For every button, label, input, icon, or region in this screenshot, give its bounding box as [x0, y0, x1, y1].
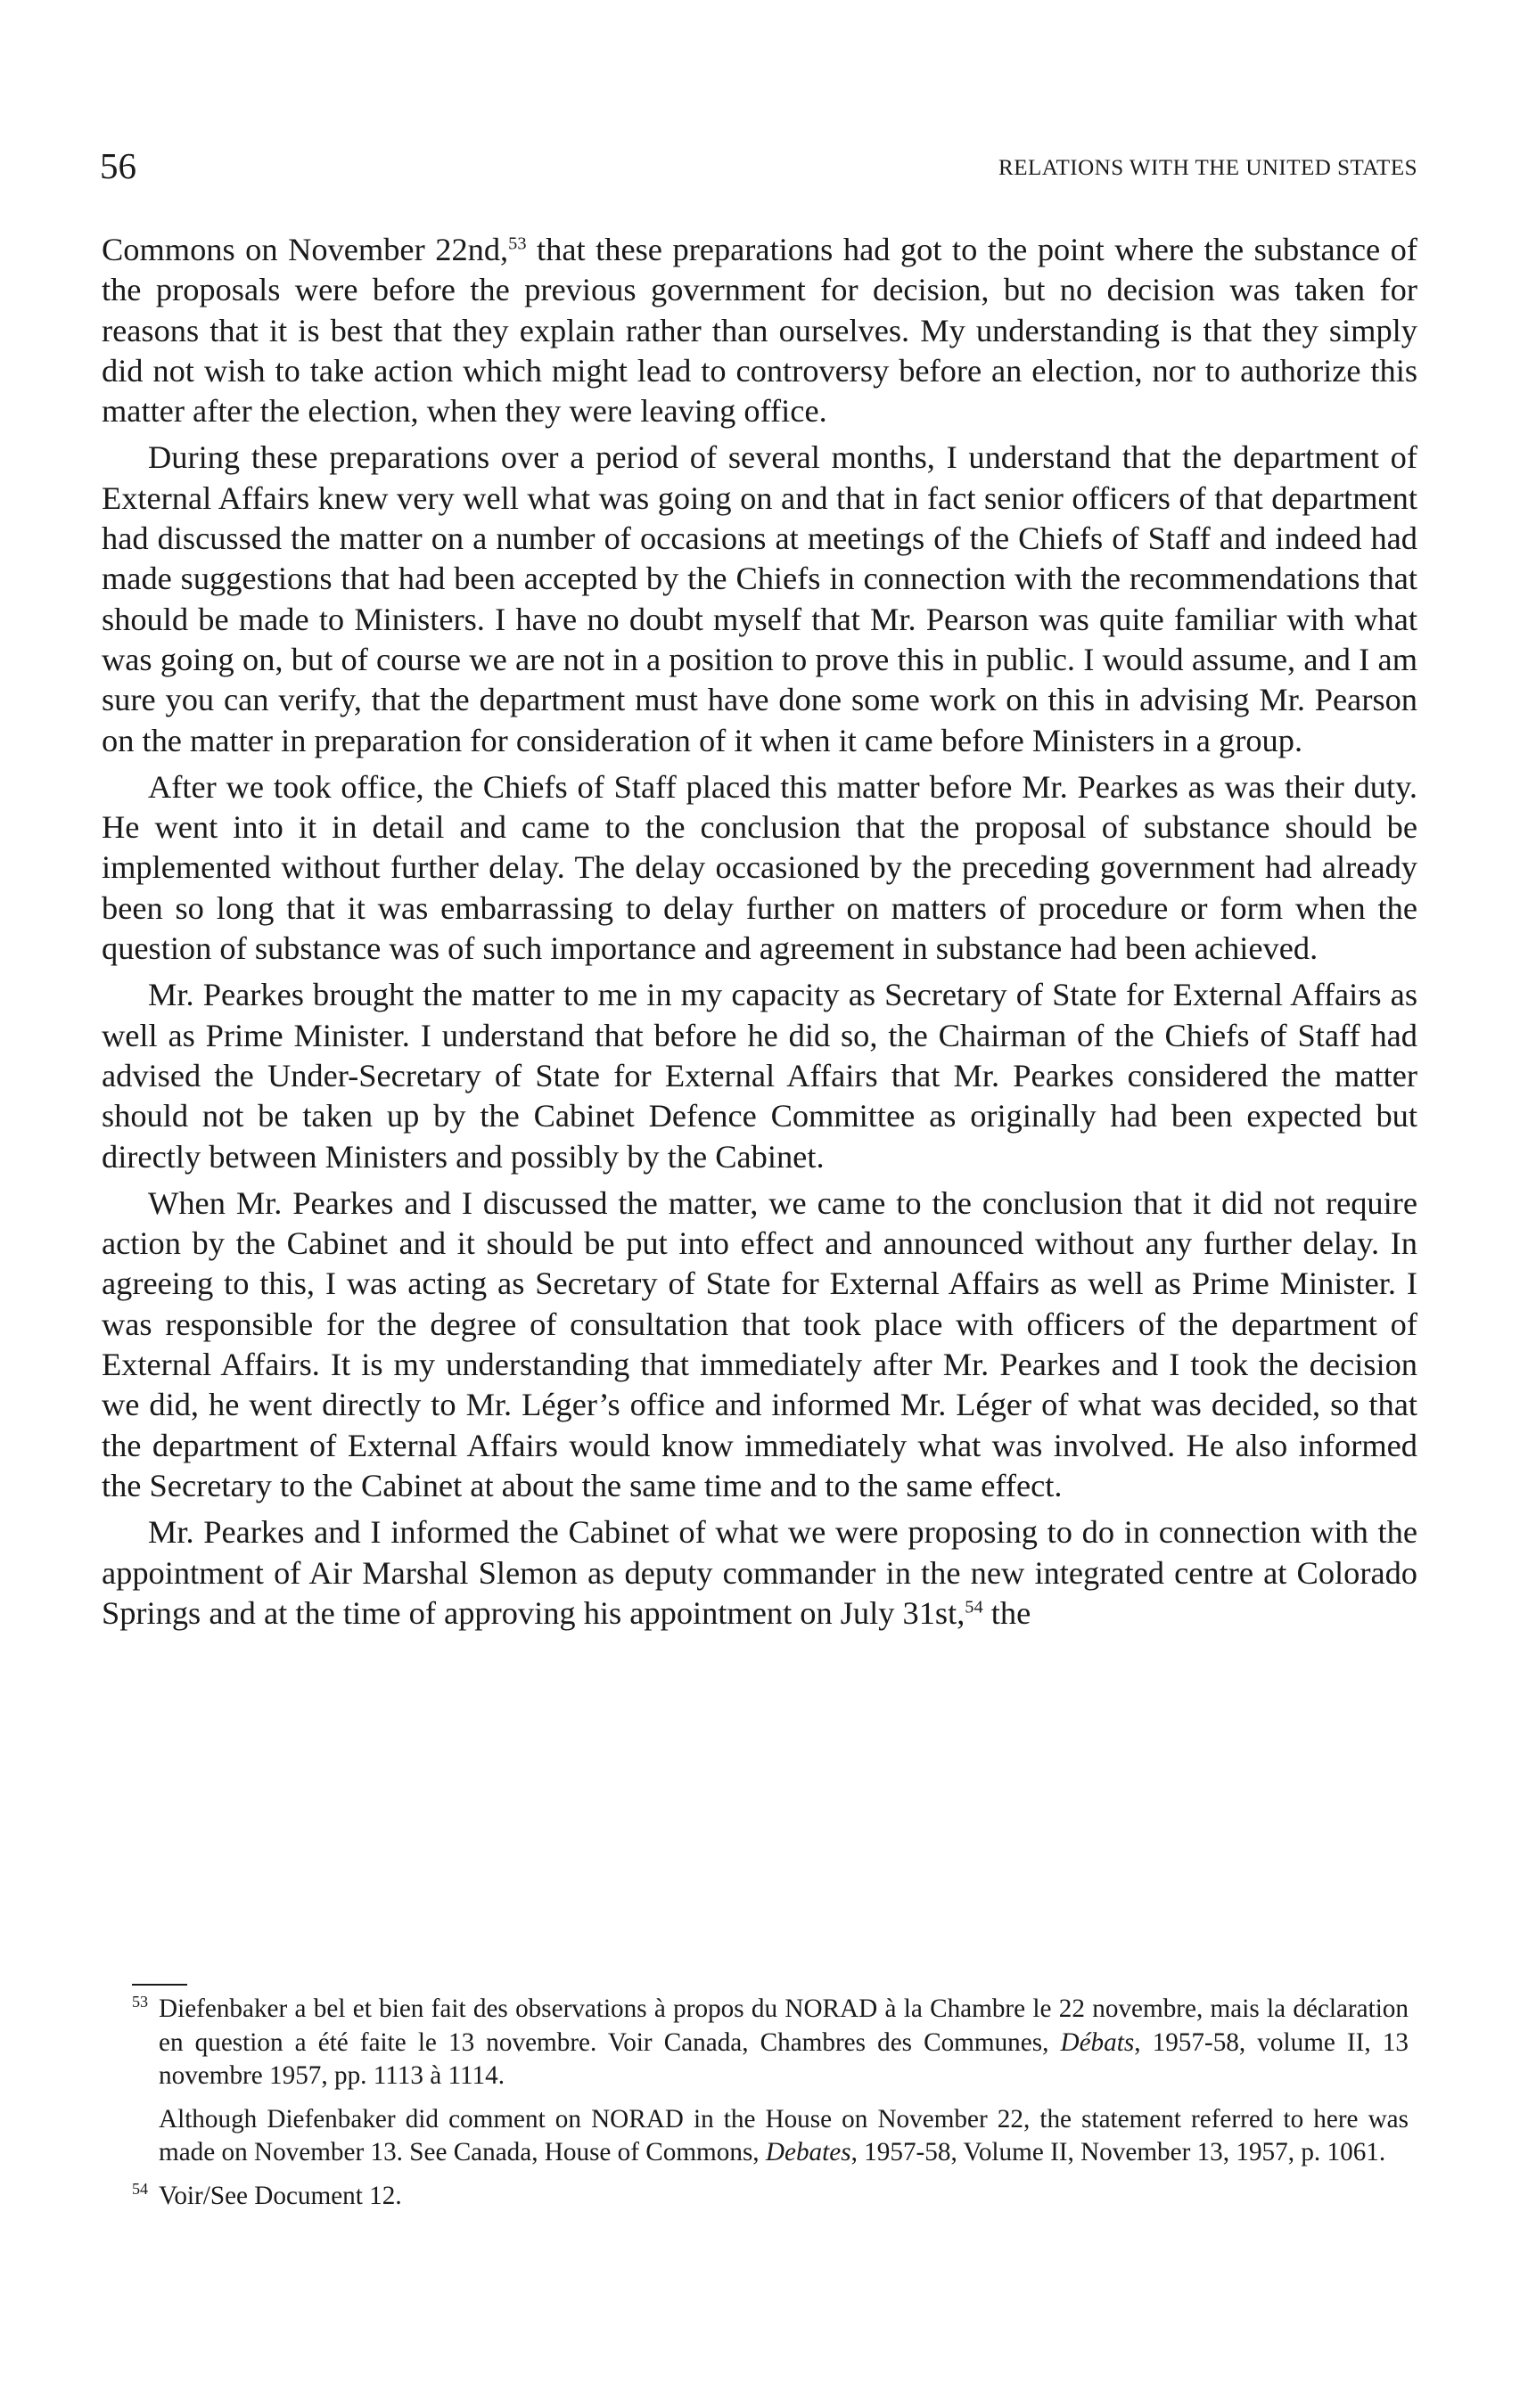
- footnote-ref-53: 53: [508, 233, 527, 254]
- footnote-53-marker: [132, 1993, 159, 2027]
- running-head: RELATIONS WITH THE UNITED STATES: [998, 156, 1417, 180]
- body-text: [102, 230, 1417, 1640]
- paragraph-5: When Mr. Pearkes and I discussed the matter, we came to the conclusion that it did not require action by the Cabinet and it should be put into effect and announced without any further delay. In agreeing to this, I was acting as Secretary of State for External Affairs as well as Prime Minister. I was responsible for the degree of consultation that took place with officers of the department of External Affairs. It is my understanding that immediately after Mr. Pearkes and I took the decision we did, he went directly to Mr. Léger’s office and informed Mr. Léger of what was decided, so that the department of External Affairs would know immediately what was involved. He also informed the Secretary to the Cabinet at about the same time and to the same effect.: [102, 1184, 1417, 1503]
- footnote-ref-54: 54: [965, 1597, 983, 1618]
- footnote-53-english-title: Debates: [765, 2138, 851, 2166]
- footnote-53-english-text-a: Although Diefenbaker did comment on NORAD in the House on November 22, the statement referred to here was made on November 13. See Canada, House of Commons,: [159, 2104, 1409, 2166]
- footnote-53-number: 53: [132, 1992, 149, 2011]
- paragraph-1: [102, 230, 1417, 431]
- paragraph-3: After we took office, the Chiefs of Staff placed this matter before Mr. Pearkes as was their duty. He went into it in detail and came to the conclusion that the proposal of substance should be implemented without further delay. The delay occasioned by the preceding government had already been so long that it was embarrassing to delay further on matters of procedure or form when the question of substance was of such importance and agreement in substance had been achieved.: [102, 768, 1417, 967]
- paragraph-6: [102, 1512, 1417, 1634]
- paragraph-2: During these preparations over a period of several months, I understand that the department of External Affairs knew very well what was going on and that in fact senior officers of that department had discussed the matter on a number of occasions at meetings of the Chiefs of Staff and indeed had made suggestions that had been accepted by the Chiefs in connection with the recommendations that should be made to Ministers. I have no doubt myself that Mr. Pearson was quite familiar with what was going on, but of course we are not in a position to prove this in public. I would assume, and I am sure you can verify, that the department must have done some work on this in advising Mr. Pearson on the matter in preparation for consideration of it when it came before Ministers in a group.: [102, 439, 1417, 758]
- footnote-divider: [132, 1984, 187, 1986]
- footnote-53-french-text-a: Diefenbaker a bel et bien fait des observations à propos du NORAD à la Chambre le 22 novembre, mais la déclaration en question a été faite le 13 novembre. Voir Canada, Chambres des Communes,: [159, 1994, 1409, 2057]
- paragraph-4: Mr. Pearkes brought the matter to me in my capacity as Secretary of State for External Affairs as well as Prime Minister. I understand that before he did so, the Chairman of the Chiefs of Staff had advised the Under-Secretary of State for External Affairs that Mr. Pearkes considered the matter should not be taken up by the Cabinet Defence Committee as originally had been expected but directly between Ministers and possibly by the Cabinet.: [102, 977, 1417, 1175]
- footnote-53-french-title: Débats: [1060, 2027, 1135, 2057]
- paragraph-6-text-b: the: [982, 1594, 1031, 1631]
- paragraph-6-text-a: Mr. Pearkes and I informed the Cabinet of what we were proposing to do in connection with the appointment of Air Marshal Slemon as deputy commander in the new integrated centre at Colorado Springs and at the time of approving his appointment on July 31st,: [102, 1514, 1417, 1631]
- paragraph-1-text-a: Commons on November 22nd,: [102, 232, 509, 267]
- footnote-54-number: 54: [132, 2179, 149, 2198]
- page-number: 56: [100, 145, 136, 186]
- footnote-53-english-text-b: , 1957-58, Volume II, November 13, 1957, p. 1061.: [850, 2138, 1386, 2166]
- footnote-53-french-text-b: , 1957-58, volume II, 13 novembre 1957, pp. 1113 à 1114.: [159, 2027, 1409, 2090]
- footnotes: [132, 1993, 1409, 2223]
- paragraph-1-text-b: that these preparations had got to the point where the substance of the proposals were before the previous government for decision, but no decision was taken for reasons that it is best that they explain rather than ourselves. My understanding is that they simply did not wish to take action which might lead to controversy before an election, nor to authorize this matter after the election, when they were leaving office.: [102, 232, 1417, 430]
- footnote-53-english: [132, 2103, 1409, 2170]
- footnote-54: [132, 2180, 1409, 2214]
- footnote-54-marker: [132, 2180, 159, 2214]
- footnote-54-text: Voir/See Document 12.: [159, 2181, 402, 2210]
- footnote-53-french: [132, 1993, 1409, 2093]
